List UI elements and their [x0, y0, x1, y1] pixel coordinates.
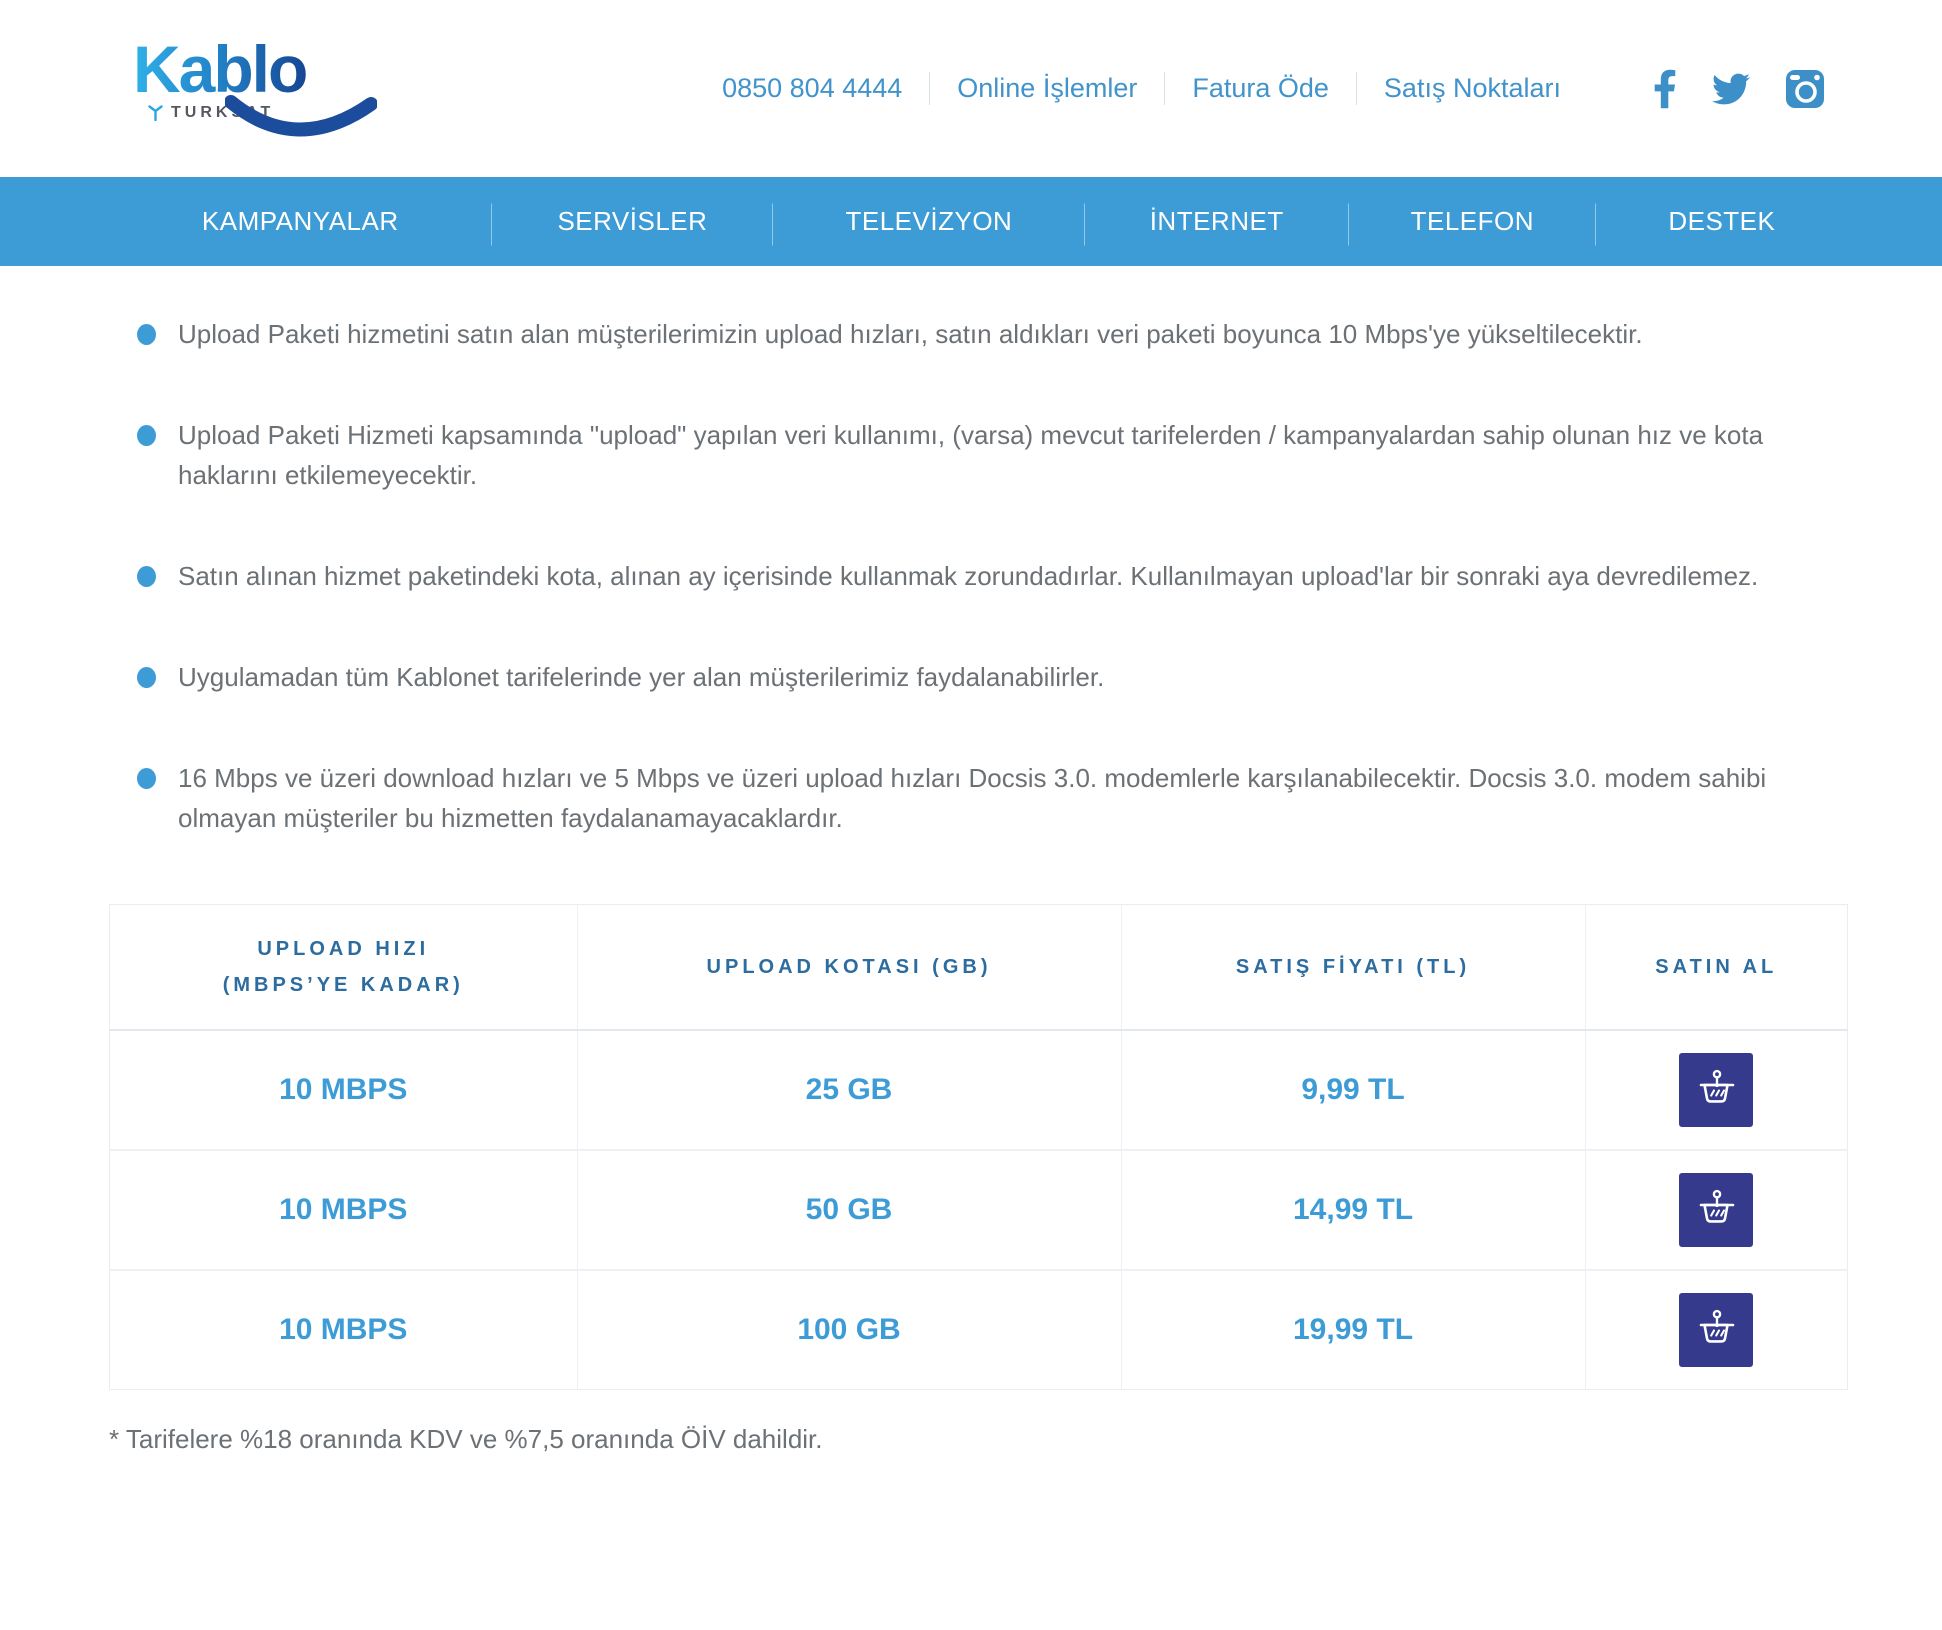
logo-smile-swoosh-icon [225, 94, 377, 152]
cell-price: 14,99 TL [1121, 1150, 1585, 1270]
cell-price: 19,99 TL [1121, 1270, 1585, 1390]
cart-icon [1694, 1188, 1738, 1232]
info-bullet-list [109, 266, 1848, 838]
bullet-icon [137, 768, 156, 789]
list-item [109, 556, 1799, 596]
buy-button[interactable] [1679, 1053, 1753, 1127]
nav-item-servisler[interactable]: SERVİSLER [492, 177, 774, 266]
cell-quota: 100 GB [577, 1270, 1121, 1390]
column-header-upload-quota: UPLOAD KOTASI (GB) [577, 905, 1121, 1030]
kablo-logo[interactable] [133, 24, 363, 154]
list-item [109, 758, 1799, 838]
bullet-icon [137, 425, 156, 446]
cell-quota: 50 GB [577, 1150, 1121, 1270]
list-item [109, 314, 1799, 354]
bullet-text: Upload Paketi Hizmeti kapsamında "upload" yapılan veri kullanımı, (varsa) mevcut tarifelerden / kampanyalardan sahip olunan hız ve kota haklarını etkilemeyecektir. [178, 420, 1764, 490]
logo-brand-text: Kablo [133, 24, 306, 102]
table-row [110, 1030, 1848, 1150]
cell-quota: 25 GB [577, 1030, 1121, 1150]
phone-number[interactable]: 0850 804 4444 [722, 73, 903, 103]
column-header-upload-speed: UPLOAD HIZI (MBPS’YE KADAR) [110, 905, 578, 1030]
buy-button[interactable] [1679, 1173, 1753, 1247]
nav-item-internet[interactable]: İNTERNET [1085, 177, 1349, 266]
logo-sub-text: TURKSAT [171, 103, 275, 121]
table-row [110, 1150, 1848, 1270]
divider [929, 72, 930, 105]
cell-price: 9,99 TL [1121, 1030, 1585, 1150]
cell-speed: 10 MBPS [110, 1030, 578, 1150]
column-header-buy: SATIN AL [1655, 955, 1778, 978]
tax-footnote: * Tarifelere %18 oranında KDV ve %7,5 oranında ÖİV dahildir. [109, 1424, 823, 1454]
page-content [109, 266, 1848, 1455]
link-online-islemler[interactable]: Online İşlemler [957, 73, 1138, 103]
twitter-icon[interactable] [1709, 70, 1753, 108]
top-header [0, 0, 1942, 177]
nav-item-kampanyalar[interactable]: KAMPANYALAR [109, 177, 492, 266]
main-navbar [0, 177, 1942, 266]
nav-item-televizyon[interactable]: TELEVİZYON [773, 177, 1084, 266]
list-item [109, 415, 1799, 495]
column-header-price: SATIŞ FİYATI (TL) [1121, 905, 1585, 1030]
bullet-icon [137, 667, 156, 688]
link-satis-noktalari[interactable]: Satış Noktaları [1383, 73, 1561, 103]
cell-speed: 10 MBPS [110, 1150, 578, 1270]
bullet-text: Uygulamadan tüm Kablonet tarifelerinde yer alan müşterilerimiz faydalanabilirler. [178, 662, 1105, 692]
buy-button[interactable] [1679, 1293, 1753, 1367]
nav-item-telefon[interactable]: TELEFON [1349, 177, 1596, 266]
link-fatura-ode[interactable]: Fatura Öde [1192, 73, 1329, 103]
list-item [109, 657, 1799, 697]
turksat-antenna-icon [147, 105, 164, 121]
divider [1356, 72, 1357, 105]
instagram-icon[interactable] [1785, 69, 1825, 109]
bullet-text: 16 Mbps ve üzeri download hızları ve 5 Mbps ve üzeri upload hızları Docsis 3.0. modemlerle karşılanabilecektir. Docsis 3.0. modem sahibi olmayan müşteriler bu hizmetten faydalanamayacaklardır. [178, 763, 1767, 833]
header-links [722, 68, 1825, 110]
bullet-text: Upload Paketi hizmetini satın alan müşterilerimizin upload hızları, satın aldıkları veri paketi boyunca 10 Mbps'ye yükseltilecektir. [178, 319, 1643, 349]
bullet-icon [137, 324, 156, 345]
cell-speed: 10 MBPS [110, 1270, 578, 1390]
upload-packages-table [109, 904, 1848, 1390]
nav-item-destek[interactable]: DESTEK [1668, 206, 1776, 236]
cart-icon [1694, 1068, 1738, 1112]
bullet-text: Satın alınan hizmet paketindeki kota, alınan ay içerisinde kullanmak zorundadırlar. Kullanılmayan upload'lar bir sonraki aya devredilemez. [178, 561, 1759, 591]
divider [1164, 72, 1165, 105]
facebook-icon[interactable] [1653, 68, 1677, 110]
bullet-icon [137, 566, 156, 587]
table-row [110, 1270, 1848, 1390]
cart-icon [1694, 1308, 1738, 1352]
